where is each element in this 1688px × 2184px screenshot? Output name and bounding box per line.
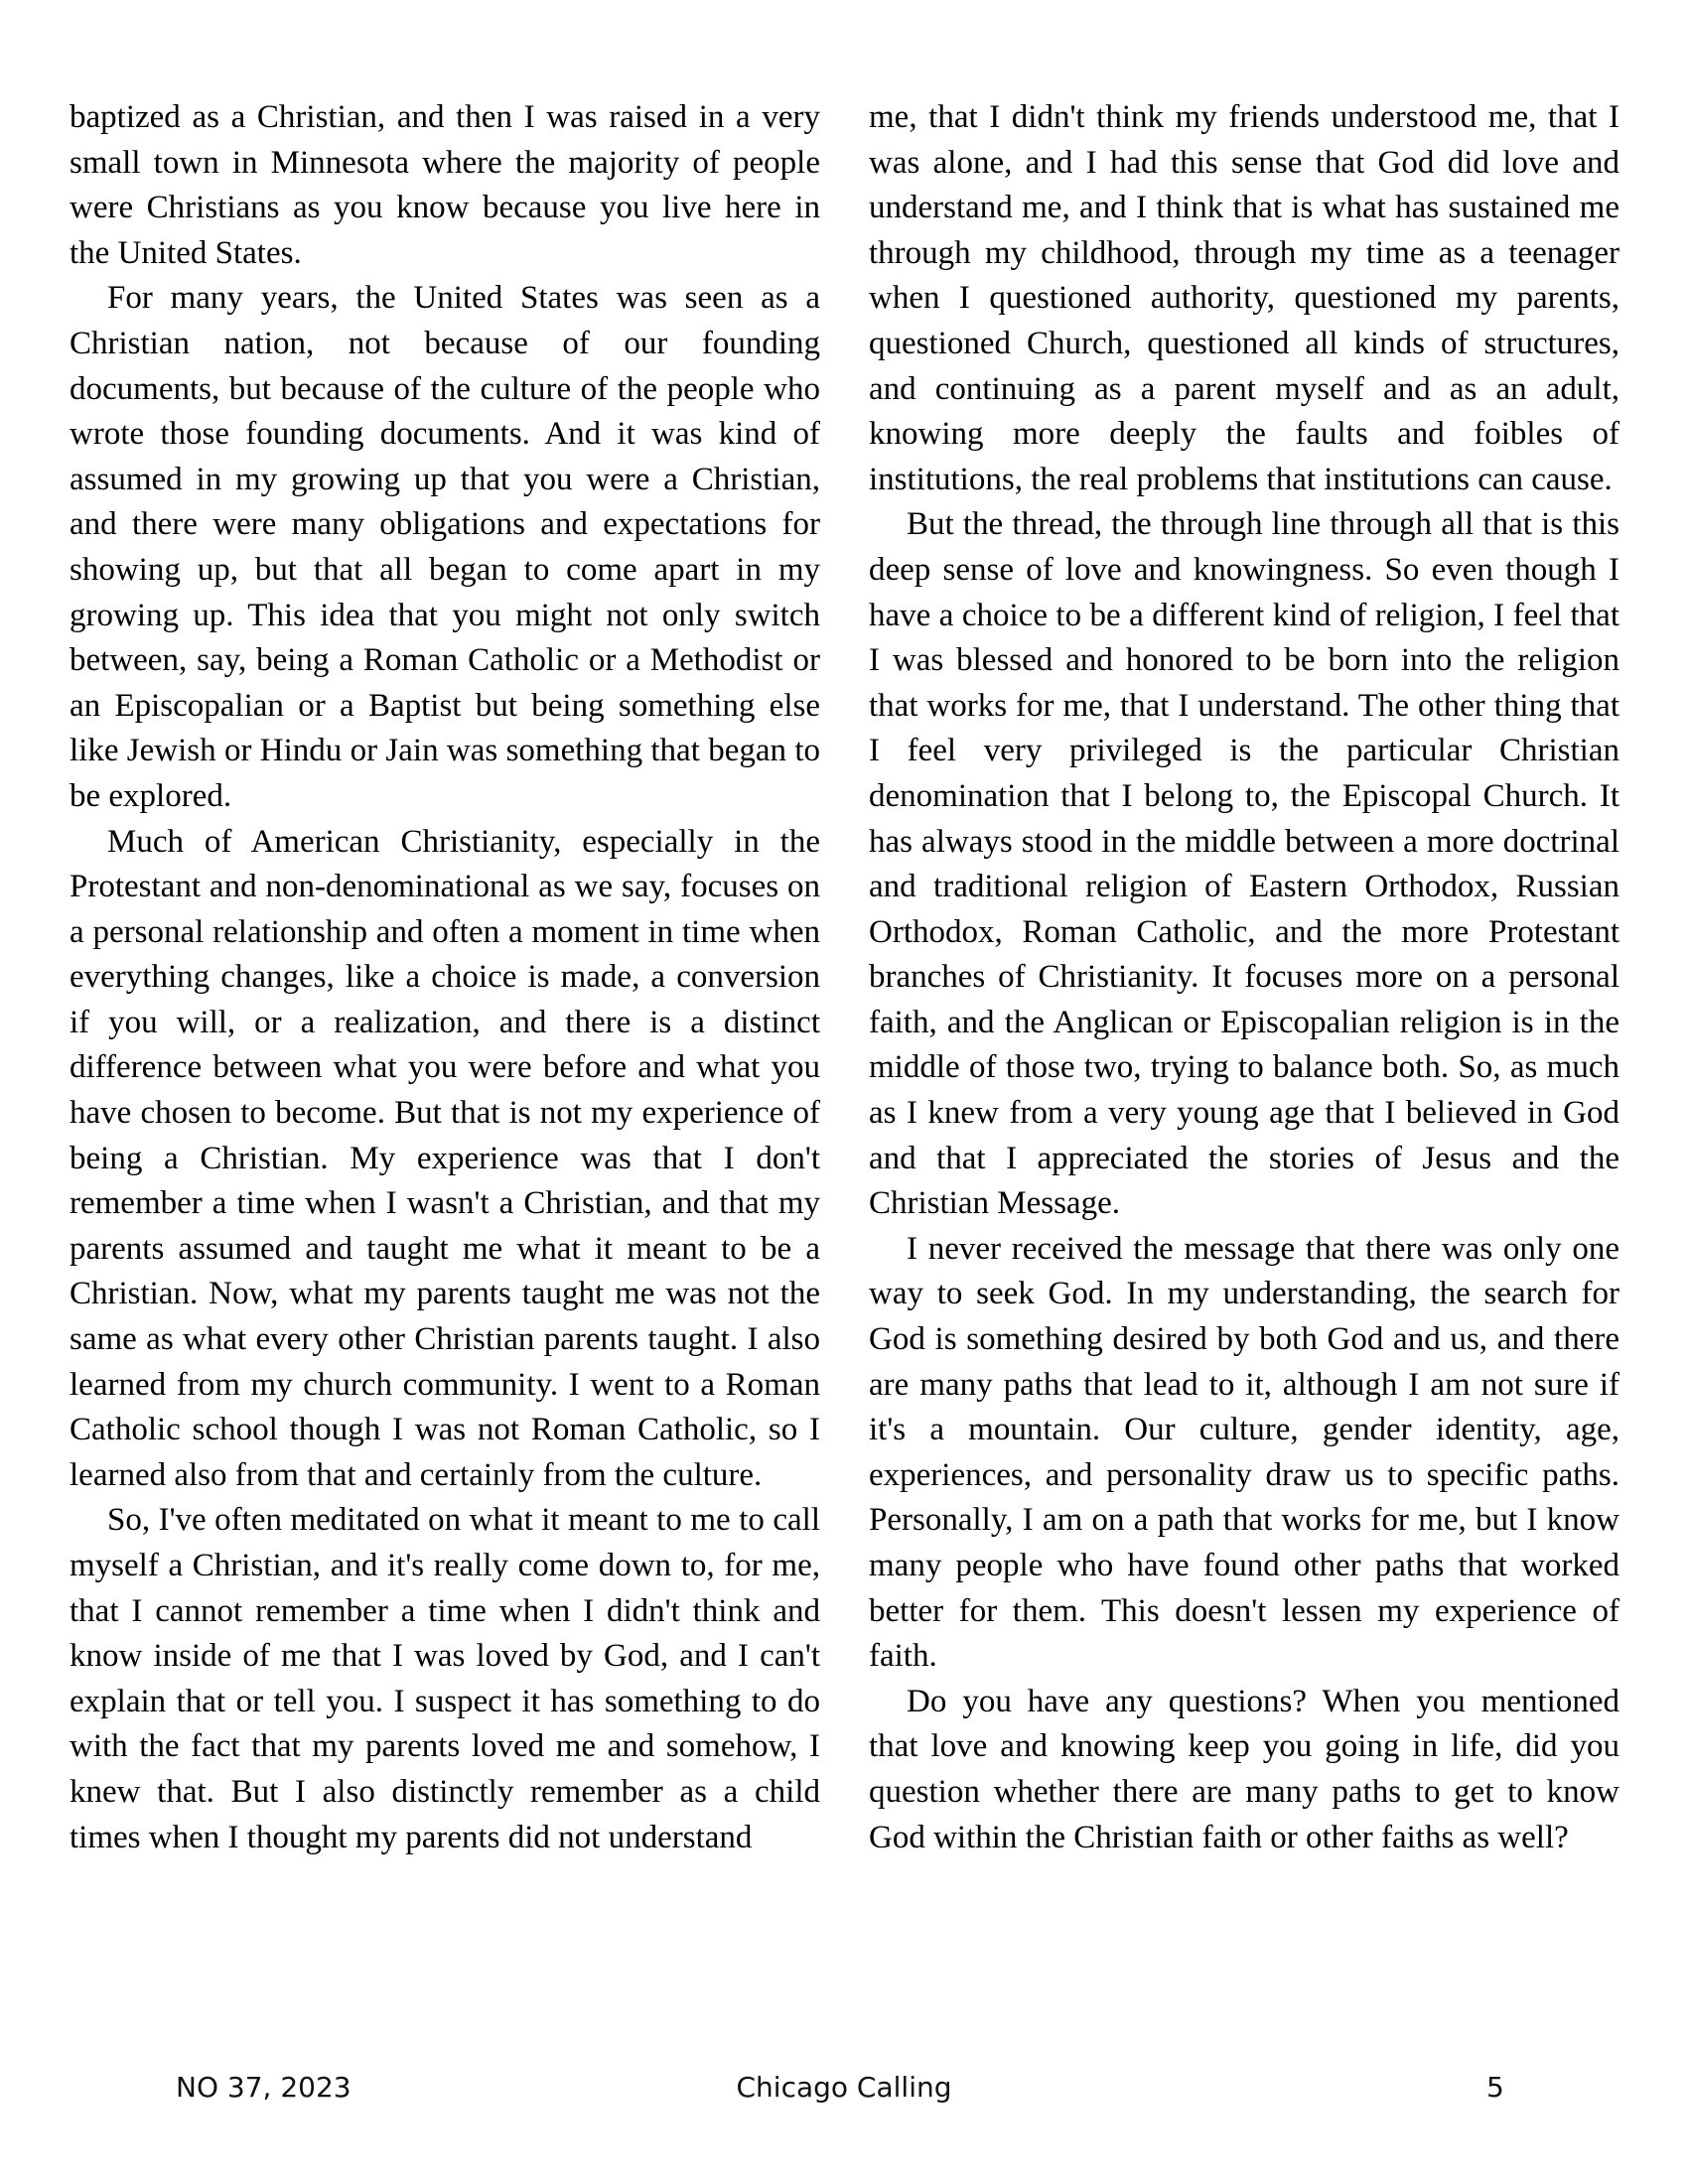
paragraph: So, I've often meditated on what it meant to me to call myself a Christian, and it's really come down to, for me, that I cannot remember a time when I didn't think and know inside of me that I was loved by God, and I can't explain that or tell you. I suspect it has something to do with the fact that my parents loved me and somehow, I knew that. But I also distinctly remember as a child times when I thought my parents did not understand [70, 1502, 820, 1855]
paragraph: I never received the message that there was only one way to seek God. In my understanding, the search for God is something desired by both God and us, and there are many paths that lead to it, although I am not sure if it's a mountain. Our culture, gender identity, age, experiences, and personality draw us to specific paths. Personally, I am on a path that works for me, but I know many people who have found other paths that worked better for them. This doesn't lessen my experience of faith. [869, 1230, 1619, 1675]
paragraph: For many years, the United States was seen as a Christian nation, not because of our founding documents, but because of the culture of the people who wrote those founding documents. And it was kind of assumed in my growing up that you were a Christian, and there were many obligations and expectations for showing up, but that all began to come apart in my growing up. This idea that you might not only switch between, say, being a Roman Catholic or a Methodist or an Episcopalian or a Baptist but being something else like Jewish or Hindu or Jain was something that began to be explored. [70, 280, 820, 814]
footer-page-number: 5 [1486, 2071, 1504, 2104]
footer-publication-title: Chicago Calling [736, 2071, 952, 2104]
right-column [869, 95, 1619, 1860]
paragraph: But the thread, the through line through all that is this deep sense of love and knowingness. So even though I have a choice to be a different kind of religion, I feel that I was blessed and honored to be born into the religion that works for me, that I understand. The other thing that I feel very privileged is the particular Christian denomination that I belong to, the Episcopal Church. It has always stood in the middle between a more doctrinal and traditional religion of Eastern Orthodox, Russian Orthodox, Roman Catholic, and the more Protestant branches of Christianity. It focuses more on a personal faith, and the Anglican or Episcopalian religion is in the middle of those two, trying to balance both. So, as much as I knew from a very young age that I believed in God and that I appreciated the stories of Jesus and the Christian Message. [869, 506, 1619, 1222]
paragraph: baptized as a Christian, and then I was raised in a very small town in Minnesota where the majority of people were Christians as you know because you live here in the United States. [70, 99, 820, 271]
footer-issue: NO 37, 2023 [176, 2071, 352, 2104]
paragraph: Much of American Christianity, especially in the Protestant and non-denominational as we say, focuses on a personal relationship and often a moment in time when everything changes, like a choice is made, a conversion if you will, or a realization, and there is a distinct difference between what you were before and what you have chosen to become. But that is not my experience of being a Christian. My experience was that I don't remember a time when I wasn't a Christian, and that my parents assumed and taught me what it meant to be a Christian. Now, what my parents taught me was not the same as what every other Christian parents taught. I also learned from my church community. I went to a Roman Catholic school though I was not Roman Catholic, so I learned also from that and certainly from the culture. [70, 823, 820, 1493]
left-column [70, 95, 820, 1860]
paragraph: me, that I didn't think my friends understood me, that I was alone, and I had this sense that God did love and understand me, and I think that is what has sustained me through my childhood, through my time as a teenager when I questioned authority, questioned my parents, questioned Church, questioned all kinds of structures, and continuing as a parent myself and as an adult, knowing more deeply the faults and foibles of institutions, the real problems that institutions can cause. [869, 99, 1619, 497]
paragraph: Do you have any questions? When you mentioned that love and knowing keep you going in life, did you question whether there are many paths to get to know God within the Christian faith or other faiths as well? [869, 1683, 1619, 1855]
